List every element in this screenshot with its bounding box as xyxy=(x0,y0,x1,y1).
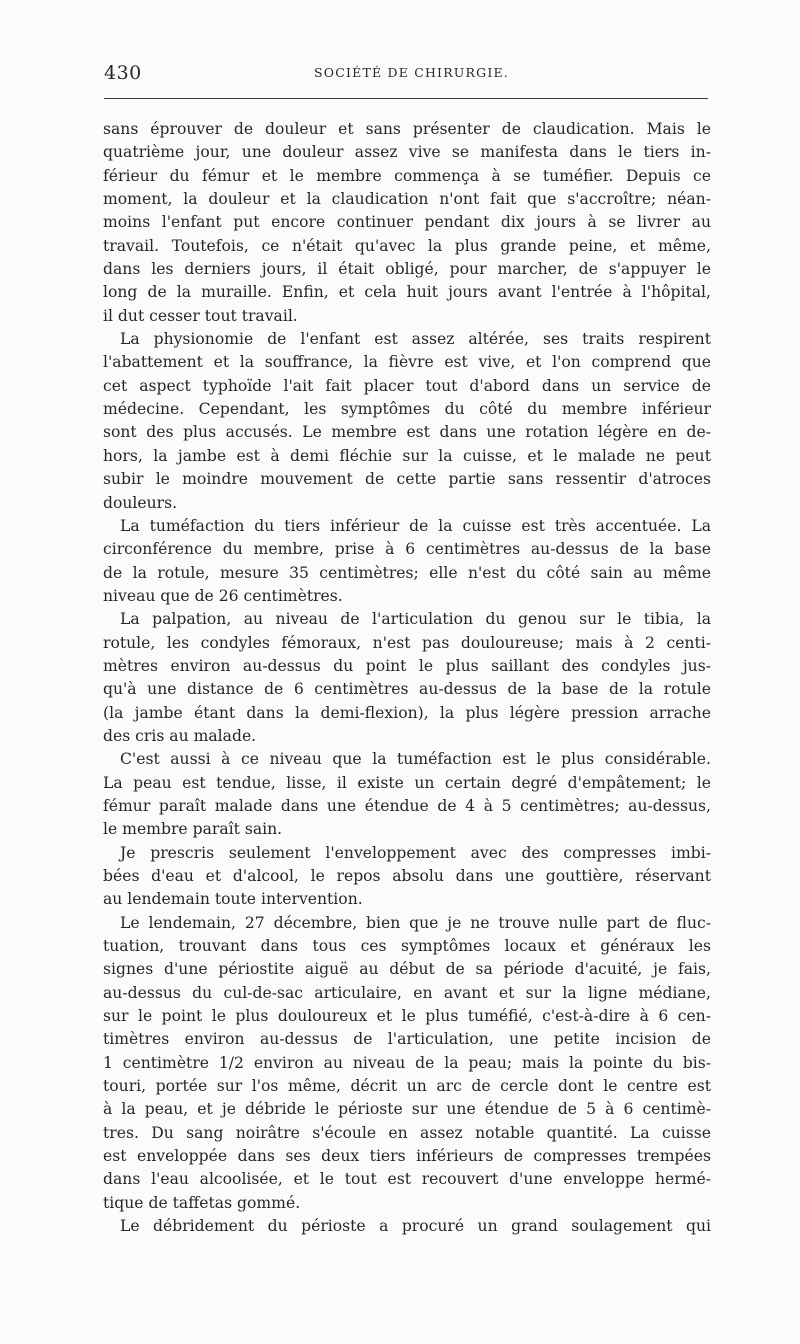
text-line: sans éprouver de douleur et sans présenter de claudication. Mais le xyxy=(103,120,711,138)
text-line: long de la muraille. Enfin, et cela huit jours avant l'entrée à l'hôpital, xyxy=(103,283,711,302)
text-line: des cris au malade. xyxy=(103,726,257,745)
text-line: (la jambe étant dans la demi-flexion), la plus légère pression arrache xyxy=(103,703,711,722)
text-line: La physionomie de l'enfant est assez altérée, ses traits respirent xyxy=(120,330,711,349)
text-line: timètres environ au-dessus de l'articulation, une petite incision de xyxy=(103,1030,711,1049)
text-line: férieur du fémur et le membre commença à se tuméfier. Depuis ce xyxy=(103,166,711,185)
text-line: douleurs. xyxy=(103,493,178,512)
text-line: rotule, les condyles fémoraux, n'est pas douloureuse; mais à 2 centi- xyxy=(103,633,711,652)
text-line: qu'à une distance de 6 centimètres au-dessus de la base de la rotule xyxy=(103,680,711,699)
text-line: tuation, trouvant dans tous ces symptômes locaux et généraux les xyxy=(103,937,711,956)
text-line: le membre paraît sain. xyxy=(103,820,283,839)
page-number: 430 xyxy=(104,62,142,84)
text-line: est enveloppée dans ses deux tiers inférieurs de compresses trempées xyxy=(103,1147,711,1166)
text-line: La peau est tendue, lisse, il existe un certain degré d'empâtement; le xyxy=(103,773,711,792)
text-line: signes d'une périostite aiguë au début de sa période d'acuité, je fais, xyxy=(103,960,711,979)
text-line: touri, portée sur l'os même, décrit un arc de cercle dont le centre est xyxy=(103,1077,711,1096)
text-line: il dut cesser tout travail. xyxy=(103,306,298,325)
page-header xyxy=(104,58,708,88)
text-line: au lendemain toute intervention. xyxy=(103,890,363,909)
text-line: médecine. Cependant, les symptômes du côté du membre inférieur xyxy=(103,400,711,419)
text-line: sont des plus accusés. Le membre est dans une rotation légère en de- xyxy=(103,423,711,442)
text-line: Le lendemain, 27 décembre, bien que je ne trouve nulle part de fluc- xyxy=(120,913,711,932)
running-title: SOCIÉTÉ DE CHIRURGIE. xyxy=(314,65,509,80)
text-line: dans les derniers jours, il était obligé, pour marcher, de s'appuyer le xyxy=(103,260,711,279)
text-line: niveau que de 26 centimètres. xyxy=(103,586,343,605)
text-line: Le débridement du périoste a procuré un grand soulagement qui xyxy=(120,1217,711,1236)
text-line: subir le moindre mouvement de cette partie sans ressentir d'atroces xyxy=(103,470,711,489)
text-line: à la peau, et je débride le périoste sur une étendue de 5 à 6 centimè- xyxy=(103,1100,711,1119)
text-line: moins l'enfant put encore continuer pendant dix jours à se livrer au xyxy=(103,213,711,232)
header-rule xyxy=(104,98,708,99)
text-line: dans l'eau alcoolisée, et le tout est recouvert d'une enveloppe hermé- xyxy=(103,1170,711,1189)
text-line: bées d'eau et d'alcool, le repos absolu dans une gouttière, réservant xyxy=(103,867,711,885)
text-line: tres. Du sang noirâtre s'écoule en assez notable quantité. La cuisse xyxy=(103,1123,711,1142)
text-line: de la rotule, mesure 35 centimètres; elle n'est du côté sain au même xyxy=(103,563,711,582)
text-line: sur le point le plus douloureux et le plus tuméfié, c'est-à-dire à 6 cen- xyxy=(103,1007,711,1026)
text-line: au-dessus du cul-de-sac articulaire, en avant et sur la ligne médiane, xyxy=(103,983,711,1002)
text-line: l'abattement et la souffrance, la fièvre est vive, et l'on comprend que xyxy=(103,353,711,372)
text-line: 1 centimètre 1/2 environ au niveau de la peau; mais la pointe du bis- xyxy=(103,1053,711,1072)
text-line: circonférence du membre, prise à 6 centimètres au-dessus de la base xyxy=(103,540,711,559)
text-line: Je prescris seulement l'enveloppement avec des compresses imbi- xyxy=(120,843,711,862)
text-line: hors, la jambe est à demi fléchie sur la cuisse, et le malade ne peut xyxy=(103,446,711,465)
text-line: tique de taffetas gommé. xyxy=(103,1193,301,1212)
text-line: quatrième jour, une douleur assez vive se manifesta dans le tiers in- xyxy=(103,143,711,162)
text-line: cet aspect typhoïde l'ait fait placer tout d'abord dans un service de xyxy=(103,376,711,395)
text-line: C'est aussi à ce niveau que la tuméfaction est le plus considérable. xyxy=(120,750,711,769)
body-text xyxy=(103,118,711,1239)
text-line: fémur paraît malade dans une étendue de 4 à 5 centimètres; au-dessus, xyxy=(103,796,711,815)
text-line: La palpation, au niveau de l'articulation du genou sur le tibia, la xyxy=(120,610,711,629)
text-line: moment, la douleur et la claudication n'ont fait que s'accroître; néan- xyxy=(103,190,711,209)
text-line: La tuméfaction du tiers inférieur de la cuisse est très accentuée. La xyxy=(120,516,711,535)
text-line: mètres environ au-dessus du point le plus saillant des condyles jus- xyxy=(103,656,711,675)
text-line: travail. Toutefois, ce n'était qu'avec la plus grande peine, et même, xyxy=(103,236,711,255)
